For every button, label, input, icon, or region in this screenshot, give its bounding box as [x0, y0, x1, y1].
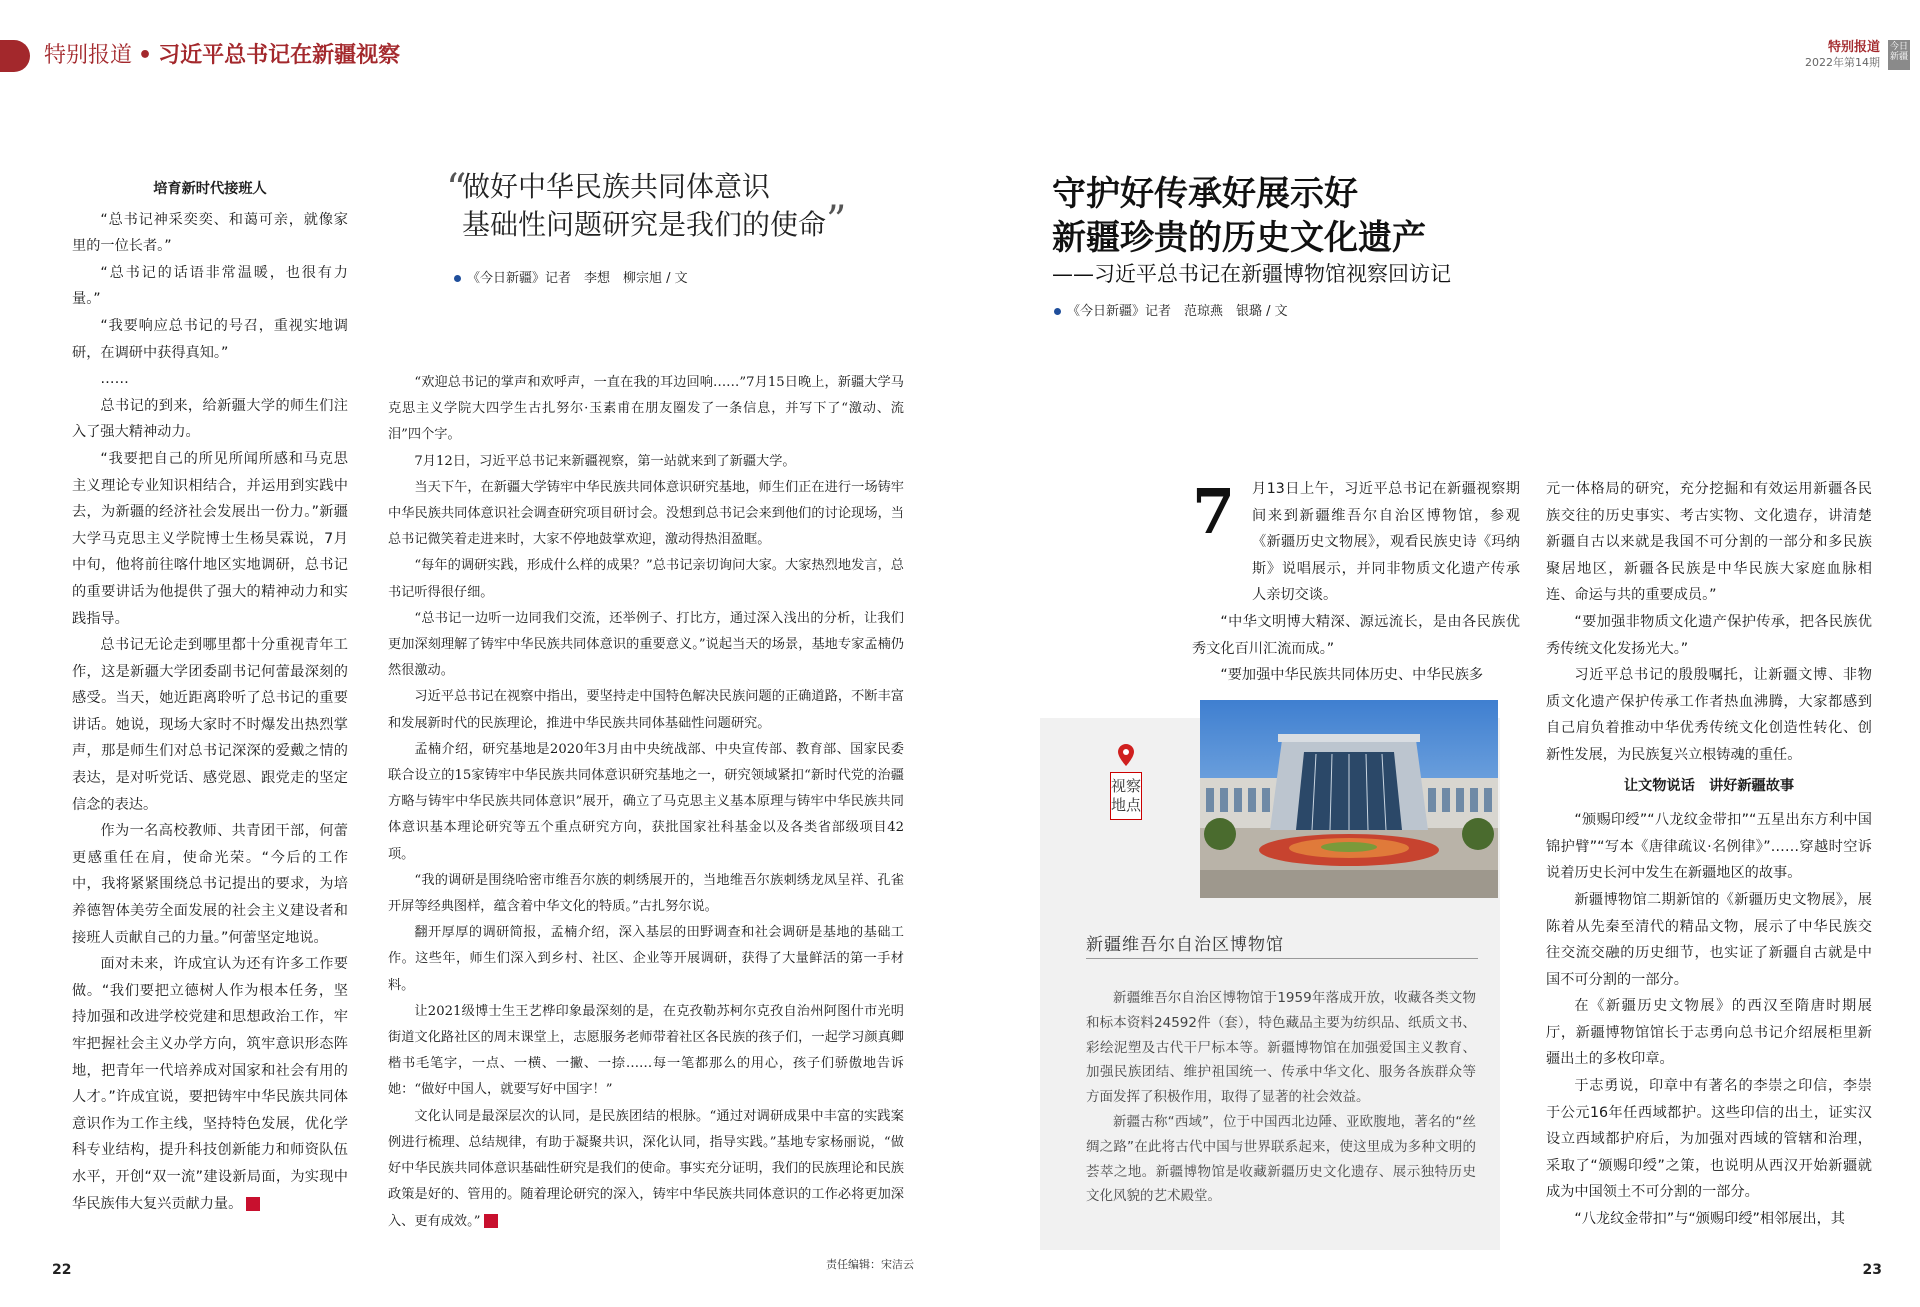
paragraph: “每年的调研实践，形成什么样的成果？”总书记亲切询问大家。大家热烈地发言，总书记听得很仔细。 [388, 558, 904, 600]
paragraph: “要加强中华民族共同体历史、中华民族多 [1220, 667, 1484, 684]
drop-cap: 7 [1192, 475, 1236, 548]
sidebar-title: 新疆维吾尔自治区博物馆 [1086, 935, 1284, 955]
paragraph: “要加强非物质文化遗产保护传承，把各民族优秀传统文化发扬光大。” [1546, 613, 1872, 657]
paragraph: 总书记的到来，给新疆大学的师生们注入了强大精神动力。 [72, 397, 348, 441]
end-mark-icon [484, 1214, 498, 1228]
article2-col2 [1546, 476, 1872, 1233]
left-column [72, 176, 348, 1217]
paragraph-text: 面对未来，许成宜认为还有许多工作要做。“我们要把立德树人作为根本任务，坚持加强和改进学校党建和思想政治工作，牢牢把握社会主义办学方向，筑牢意识形态阵地，把青年一代培养成对国家和社会有用的人才。”许成宜说，要把铸牢中华民族共同体意识作为工作主线，坚持特色发展，优化学科专业结构，提升科技创新能力和师资队伍水平，开创“双一流”建设新局面，为实现中华民族伟大复兴贡献力量。 [72, 956, 348, 1212]
byline-dot-icon [454, 275, 461, 282]
article1-title [446, 168, 906, 244]
paragraph: 元一体格局的研究，充分挖掘和有效运用新疆各民族交往的历史事实、考古实物、文化遗存，讲清楚新疆自古以来就是我国不可分割的一部分和多民族聚居地区，新疆各民族是中华民族大家庭血脉相连、命运与共的重要成员。” [1546, 481, 1872, 604]
paragraph: “中华文明博大精深、源远流长，是由各民族优秀文化百川汇流而成。” [1192, 613, 1520, 657]
magazine-logo: 今日新疆 [1888, 40, 1910, 70]
paragraph: 新疆博物馆二期新馆的《新疆历史文物展》，展陈着从先秦至清代的精品文物，展示了中华民族交往交流交融的历史细节，也实证了新疆自古就是中国不可分割的一部分。 [1546, 891, 1872, 988]
paragraph: 习近平总书记在视察中指出，要坚持走中国特色解决民族问题的正确道路，不断丰富和发展新时代的民族理论，推进中华民族共同体基础性问题研究。 [388, 689, 904, 731]
paragraph: 作为一名高校教师、共青团干部，何蕾更感重任在肩，使命光荣。“今后的工作中，我将紧紧围绕总书记提出的要求，为培养德智体美劳全面发展的社会主义建设者和接班人贡献自己的力量。”何蕾坚定地说。 [72, 823, 348, 946]
sidebar-divider [1086, 958, 1478, 959]
paragraph: …… [100, 371, 129, 388]
paragraph: “我的调研是围绕哈密市维吾尔族的刺绣展开的，当地维吾尔族刺绣龙凤呈祥、孔雀开屏等经典图样，蕴含着中华文化的特质。”古扎努尔说。 [388, 872, 904, 915]
right-header [1805, 40, 1908, 70]
museum-building-image [1200, 700, 1498, 898]
header-tab-marker [0, 40, 30, 72]
paragraph: 让2021级博士生王艺桦印象最深刻的是，在克孜勒苏柯尔克孜自治州阿图什市光明街道文化路社区的周末课堂上，志愿服务老师带着社区各民族的孩子们，一起学习颜真卿楷书毛笔字，一点、一横、一撇、一捺……每一笔都那么的用心，孩子们骄傲地告诉她：“做好中国人，就要写好中国字！” [388, 1003, 904, 1098]
paragraph: “八龙纹金带扣”与“颁赐印绶”相邻展出，其 [1574, 1211, 1845, 1228]
quote-open: “ [446, 166, 467, 212]
paragraph-text: 文化认同是最深层次的认同，是民族团结的根脉。“通过对调研成果中丰富的实践案例进行梳理、总结规律，有助于凝聚共识，深化认同，指导实践。”基地专家杨丽说，“做好中华民族共同体意识基础性研究是我们的使命。事实充分证明，我们的民族理论和民族政策是好的、管用的。随着理论研究的深入，铸牢中华民族共同体意识的工作必将更加深入、更有成效。” [388, 1108, 904, 1229]
quote-close: ” [826, 198, 847, 244]
paragraph: 在《新疆历史文物展》的西汉至隋唐时期展厅，新疆博物馆馆长于志勇向总书记介绍展柜里新疆出土的多枚印章。 [1546, 998, 1872, 1068]
inspection-site-label: 视察地点 [1110, 772, 1142, 820]
article2-byline [1054, 300, 1288, 319]
header-title [44, 40, 400, 72]
article2-byline-text: 《今日新疆》记者 范琼燕 银璐 / 文 [1067, 304, 1288, 319]
paragraph: 总书记无论走到哪里都十分重视青年工作，这是新疆大学团委副书记何蕾最深刻的感受。当天，她近距离聆听了总书记的重要讲话。她说，现场大家时不时爆发出热烈掌声，那是师生们对总书记深深的爱戴之情的表达，是对听党话、感党恩、跟党走的坚定信念的表达。 [72, 637, 348, 813]
paragraph: 新疆古称“西域”，位于中国西北边陲、亚欧腹地，著名的“丝绸之路”在此将古代中国与世界联系起来，使这里成为多种文明的荟萃之地。新疆博物馆是收藏新疆历史文化遗存、展示独特历史文化风貌的艺术殿堂。 [1086, 1113, 1476, 1205]
paragraph: 7月12日，习近平总书记来新疆视察，第一站就来到了新疆大学。 [414, 453, 796, 469]
paragraph: “我要响应总书记的号召，重视实地调研，在调研中获得真知。” [72, 317, 348, 361]
article1-byline-text: 《今日新疆》记者 李想 柳宗旭 / 文 [467, 271, 688, 286]
paragraph [72, 951, 348, 1217]
article2-col1 [1192, 476, 1520, 689]
museum-photo [1200, 700, 1498, 898]
end-mark-icon [246, 1197, 260, 1211]
page-number-left: 22 [52, 1262, 72, 1278]
paragraph: 于志勇说，印章中有著名的李崇之印信，李崇于公元16年任西域都护。这些印信的出土，证实汉设立西域都护府后，为加强对西域的管辖和治理，采取了“颁赐印绶”之策，也说明从西汉开始新疆就成为中国领土不可分割的一部分。 [1546, 1078, 1872, 1201]
left-column-subheading: 培育新时代接班人 [153, 181, 267, 197]
editor-credit: 责任编辑：宋洁云 [826, 1258, 914, 1271]
paragraph: “总书记神采奕奕、和蔼可亲，就像家里的一位长者。” [72, 211, 348, 255]
paragraph: “欢迎总书记的掌声和欢呼声，一直在我的耳边回响……”7月15日晚上，新疆大学马克思主义学院大四学生古扎努尔·玉素甫在朋友圈发了一条信息，并写下了“激动、流泪”四个字。 [388, 375, 904, 443]
article1-byline [454, 267, 688, 286]
header-main-title: 习近平总书记在新疆视察 [158, 43, 401, 68]
page-number-right: 23 [1862, 1262, 1882, 1278]
paragraph: 孟楠介绍，研究基地是2020年3月由中央统战部、中央宣传部、教育部、国家民委联合设立的15家铸牢中华民族共同体意识研究基地之一，研究领域紧扣“新时代党的治疆方略与铸牢中华民族共同体意识”展开，确立了马克思主义基本原理与铸牢中华民族共同体意识基本理论研究等五个重点研究方向，获批国家社科基金以及各类省部级项目42项。 [388, 741, 904, 862]
paragraph: “我要把自己的所见所闻所感和马克思主义理论专业知识相结合，并运用到实践中去，为新疆的经济社会发展出一份力。”新疆大学马克思主义学院博士生杨昊霖说，7月中旬，他将前往喀什地区实地调研，总书记的重要讲话为他提供了强大的精神动力和实践指导。 [72, 450, 348, 627]
paragraph: “颁赐印绶”“八龙纹金带扣”“五星出东方利中国锦护臂”“写本《唐律疏议·名例律》”……穿越时空诉说着历史长河中发生在新疆地区的故事。 [1546, 812, 1872, 882]
paragraph: 当天下午，在新疆大学铸牢中华民族共同体意识研究基地，师生们正在进行一场铸牢中华民族共同体意识社会调查研究项目研讨会。没想到总书记会来到他们的讨论现场，当总书记微笑着走进来时，大家不停地鼓掌欢迎，激动得热泪盈眶。 [388, 479, 904, 548]
header-separator: • [138, 43, 153, 68]
byline-dot-icon [1054, 308, 1061, 315]
paragraph [388, 1104, 904, 1235]
paragraph: 习近平总书记的殷殷嘱托，让新疆文博、非物质文化遗产保护传承工作者热血沸腾，大家都感到自己肩负着推动中华优秀传统文化创造性转化、创新性发展，为民族复兴立根铸魂的重任。 [1546, 667, 1872, 763]
article2-title [1052, 172, 1552, 288]
paragraph: “总书记一边听一边同我们交流，还举例子、打比方，通过深入浅出的分析，让我们更加深刻理解了铸牢中华民族共同体意识的重要意义。”说起当天的场景，基地专家孟楠仍然很激动。 [388, 610, 904, 679]
article2-subtitle: ——习近平总书记在新疆博物馆视察回访记 [1052, 262, 1451, 286]
article1-title-line1: 做好中华民族共同体意识 [462, 170, 771, 203]
right-header-issue: 2022年第14期 [1805, 56, 1880, 69]
paragraph: 月13日上午，习近平总书记在新疆视察期间来到新疆维吾尔自治区博物馆，参观《新疆历史文物展》，观看民族史诗《玛纳斯》说唱展示，并同非物质文化遗产传承人亲切交谈。 [1252, 481, 1520, 604]
paragraph: 新疆维吾尔自治区博物馆于1959年落成开放，收藏各类文物和标本资料24592件（套），特色藏品主要为纺织品、纸质文书、彩绘泥塑及古代干尸标本等。新疆博物馆在加强爱国主义教育、加强民族团结、维护祖国统一、传承中华文化、服务各族群众等方面发挥了积极作用，取得了显著的社会效益。 [1086, 990, 1476, 1106]
paragraph: 翻开厚厚的调研简报，孟楠介绍，深入基层的田野调查和社会调研是基地的基础工作。这些年，师生们深入到乡村、社区、企业等开展调研，获得了大量鲜活的第一手材料。 [388, 925, 904, 993]
article1-title-line2 [446, 198, 906, 244]
article1-title-line2-text: 基础性问题研究是我们的使命 [462, 208, 827, 241]
article2-subheading: 让文物说话 讲好新疆故事 [1623, 777, 1795, 794]
article2-title-line2: 新疆珍贵的历史文化遗产 [1052, 218, 1426, 258]
sidebar-text [1086, 986, 1476, 1209]
header-section: 特别报道 [44, 43, 133, 68]
article2-title-line1: 守护好传承好展示好 [1052, 174, 1358, 214]
article1-body [388, 370, 904, 1235]
paragraph: “总书记的话语非常温暖，也很有力量。” [72, 264, 348, 308]
location-pin-icon [1118, 744, 1134, 770]
right-header-section: 特别报道 [1827, 40, 1880, 55]
